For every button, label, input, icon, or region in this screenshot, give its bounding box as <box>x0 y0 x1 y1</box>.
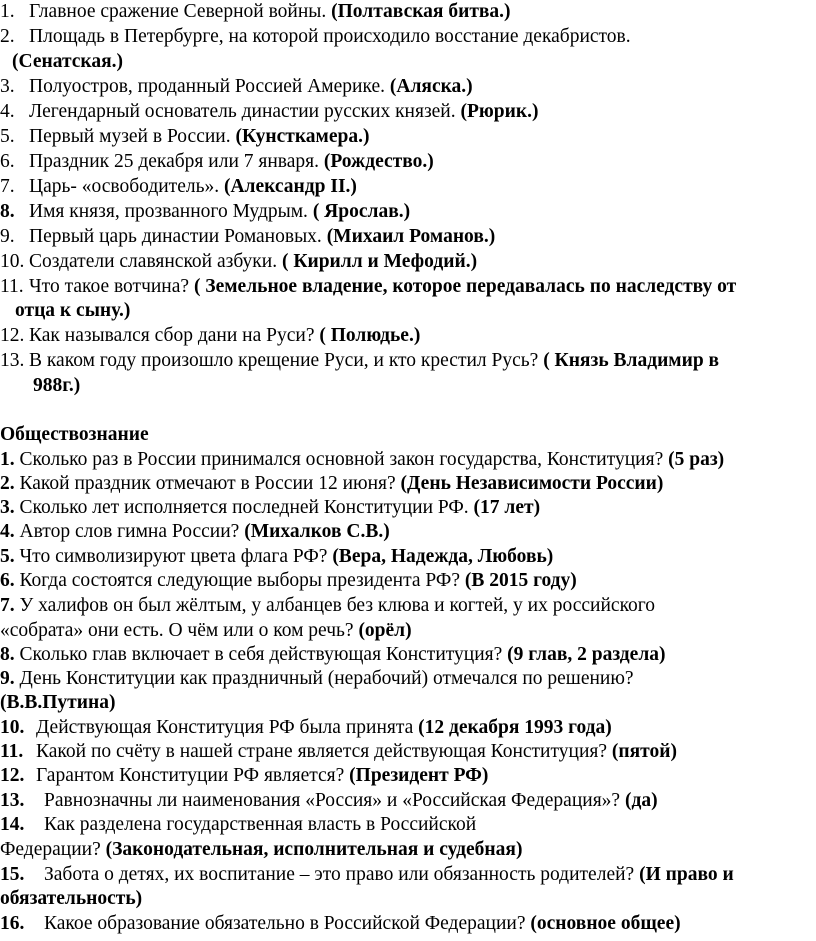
list-item: 4. Легендарный основатель династии русских князей. (Рюрик.) <box>0 101 539 122</box>
list-item: 4. Автор слов гимна России? (Михалков С.В.) <box>0 521 390 542</box>
section-title: Обществознание <box>0 424 149 445</box>
list-item: 7. Царь- «освободитель». (Александр II.) <box>0 176 357 197</box>
list-item: 5. Первый музей в России. (Кунсткамера.) <box>0 126 370 147</box>
list-item: 13. В каком году произошло крещение Руси, и кто крестил Русь? ( Князь Владимир в <box>0 350 720 371</box>
list-item: 8. Сколько глав включает в себя действующая Конституция? (9 глав, 2 раздела) <box>0 644 666 665</box>
list-item: 16. Какое образование обязательно в Российской Федерации? (основное общее) <box>0 913 681 934</box>
list-item: 12. Гарантом Конституции РФ является? (Президент РФ) <box>0 765 489 786</box>
list-item: 3. Полуостров, проданный Россией Америке. (Аляска.) <box>0 76 473 97</box>
list-item: 11. Какой по счёту в нашей стране является действующая Конституция? (пятой) <box>0 741 677 762</box>
list-item-continuation: (В.В.Путина) <box>0 692 116 713</box>
list-item: 10. Действующая Конституция РФ была принята (12 декабря 1993 года) <box>0 717 612 738</box>
list-item: 6. Когда состоятся следующие выборы президента РФ? (В 2015 году) <box>0 570 577 591</box>
list-item: 15. Забота о детях, их воспитание – это право или обязанность родителей? (И право и <box>0 864 734 885</box>
list-item: 1. Сколько раз в России принимался основной закон государства, Конституция? (5 раз) <box>0 449 725 470</box>
list-item: 14. Как разделена государственная власть в Российской <box>0 814 477 835</box>
list-item-continuation: «собрата» они есть. О чём или о ком речь? (орёл) <box>0 620 412 641</box>
list-item: 12. Как назывался сбор дани на Руси? ( Полюдье.) <box>0 325 421 346</box>
list-item: 2. Площадь в Петербурге, на которой происходило восстание декабристов. <box>0 26 631 47</box>
list-item: 10. Создатели славянской азбуки. ( Кирилл и Мефодий.) <box>0 251 478 272</box>
list-item-continuation: 988г.) <box>33 375 81 396</box>
list-item: 7. У халифов он был жёлтым, у албанцев без клюва и когтей, у их российского <box>0 595 656 616</box>
list-item: 9. День Конституции как праздничный (нерабочий) отмечался по решению? <box>0 668 634 689</box>
list-item-continuation: обязательность) <box>0 888 143 909</box>
list-item: 11. Что такое вотчина? ( Земельное владение, которое передавалась по наследству от <box>0 276 737 297</box>
list-item: 13. Равнозначны ли наименования «Россия» и «Российская Федерация»? (да) <box>0 790 658 811</box>
list-item-continuation: Федерации? (Законодательная, исполнительная и судебная) <box>0 839 523 860</box>
list-item: 8. Имя князя, прозванного Мудрым. ( Ярослав.) <box>0 201 411 222</box>
list-item: 1. Главное сражение Северной войны. (Полтавская битва.) <box>0 1 511 22</box>
list-item: 9. Первый царь династии Романовых. (Михаил Романов.) <box>0 226 496 247</box>
list-item: 6. Праздник 25 декабря или 7 января. (Рождество.) <box>0 151 434 172</box>
list-item-continuation: (Сенатская.) <box>12 51 124 72</box>
list-item-continuation: отца к сыну.) <box>15 300 131 321</box>
list-item: 5. Что символизируют цвета флага РФ? (Вера, Надежда, Любовь) <box>0 546 554 567</box>
list-item: 3. Сколько лет исполняется последней Конституции РФ. (17 лет) <box>0 497 541 518</box>
list-item: 2. Какой праздник отмечают в России 12 июня? (День Независимости России) <box>0 473 664 494</box>
